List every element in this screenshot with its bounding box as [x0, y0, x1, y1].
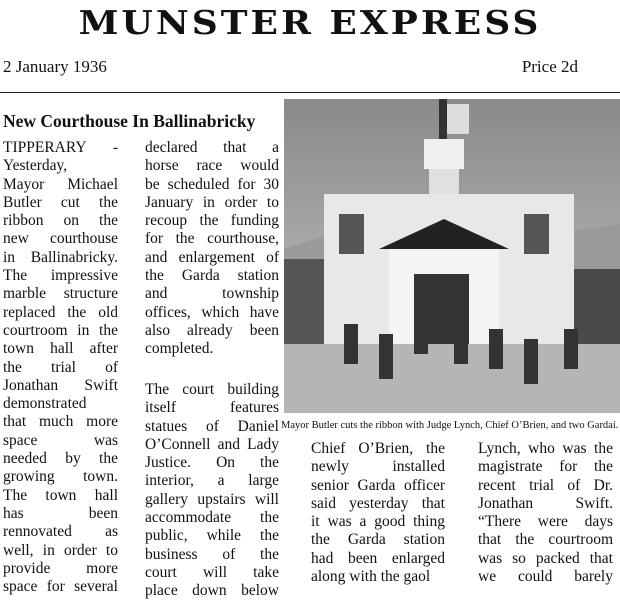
article-text-line: new courthouse — [3, 230, 118, 248]
masthead-title: MUNSTER EXPRESS — [78, 4, 542, 42]
photo-caption: Mayor Butler cuts the ribbon with Judge Lynch, Chief O’Brien, and two Gardaí. — [281, 420, 619, 431]
issue-price: Price 2d — [521, 57, 578, 76]
article-text-line: needed by the — [3, 450, 118, 468]
article-text-line: Jonathan Swift — [3, 376, 118, 394]
article-text-line: Yesterday, — [3, 157, 68, 175]
article-text-line: we could barely — [478, 568, 613, 586]
article-text-line: business of the — [145, 545, 279, 563]
article-text-line: marble structure — [3, 285, 118, 303]
article-text-line: for the courthouse, — [145, 230, 279, 248]
article-text-line: that the courtroom — [478, 531, 613, 549]
article-text-line: it was a good thing — [311, 513, 445, 531]
article-text-line: Chief O’Brien, the — [311, 440, 445, 457]
article-text-line: Mayor Michael — [3, 175, 118, 193]
article-text-line: declared that a — [145, 139, 279, 156]
article-text-line: growing town. — [3, 468, 118, 486]
article-text-line: The impressive — [3, 267, 118, 285]
article-text-line: replaced the old — [3, 303, 118, 321]
article-text-line: has been — [3, 504, 118, 522]
article-text-line: senior Garda officer — [311, 476, 445, 494]
article-text-line: place down below — [145, 582, 279, 600]
article-text-line: recent trial of Dr. — [478, 476, 613, 494]
article-text-line: Justice. On the — [145, 454, 279, 472]
article-text-line: along with the gaol — [311, 568, 431, 586]
article-text-line: accommodate the — [145, 509, 279, 527]
article-text-line: in Ballinabricky. — [3, 248, 118, 266]
article-text-line: rennovated as — [3, 523, 118, 541]
article-column-4 — [478, 440, 613, 586]
article-text-line: space for several — [3, 578, 118, 596]
article-text-line: The court building — [145, 381, 279, 398]
article-text-line: provide more — [3, 559, 118, 577]
courthouse-photo — [284, 99, 620, 413]
article-text-line: public, while the — [145, 527, 279, 545]
article-text-line: horse race would — [145, 157, 279, 175]
article-column-1 — [3, 139, 118, 596]
article-text-line: and enlargement of — [145, 248, 279, 266]
article-text-line: the Garda station — [311, 531, 445, 549]
article-text-line: Jonathan Swift. — [478, 494, 613, 512]
article-text-line: had been enlarged — [311, 549, 445, 567]
issue-date: 2 January 1936 — [3, 57, 107, 76]
article-text-line: the trial of — [3, 358, 118, 376]
article-text-line: completed. — [145, 340, 214, 358]
article-text-line: O’Connell and Lady — [145, 435, 279, 453]
article-headline: New Courthouse In Ballinabricky — [3, 111, 256, 131]
article-text-line: and township — [145, 285, 279, 303]
article-text-line: Lynch, who was the — [478, 440, 613, 457]
article-text-line: statues of Daniel — [145, 417, 279, 435]
article-text-line: gallery upstairs will — [145, 490, 279, 508]
article-text-line: town hall after — [3, 340, 118, 358]
article-text-line: the Garda station — [145, 267, 279, 285]
article-text-line: well, in order to — [3, 541, 118, 559]
article-text-line: also already been — [145, 321, 279, 339]
article-text-line: TIPPERARY - — [3, 139, 118, 156]
article-text-line: was so packed that — [478, 549, 613, 567]
article-column-2-paragraph-1 — [145, 139, 279, 359]
article-text-line: Butler cut the — [3, 193, 118, 211]
article-text-line: be scheduled for 30 — [145, 175, 279, 193]
article-text-line: offices, which have — [145, 303, 279, 321]
article-text-line: recoup the funding — [145, 212, 279, 230]
article-text-line: January in order to — [145, 193, 279, 211]
article-text-line: “There were days — [478, 513, 613, 531]
article-text-line: newly installed — [311, 458, 445, 476]
article-text-line: The town hall — [3, 486, 118, 504]
article-text-line: said yesterday that — [311, 494, 445, 512]
article-text-line: courtroom in the — [3, 321, 118, 339]
article-text-line: court will take — [145, 563, 279, 581]
article-text-line: space was — [3, 431, 118, 449]
article-text-line: magistrate for the — [478, 458, 613, 476]
article-text-line: interior, a large — [145, 472, 279, 490]
article-text-line: that much more — [3, 413, 118, 431]
article-text-line: demonstrated — [3, 395, 87, 413]
article-text-line: itself features — [145, 399, 279, 417]
header-divider — [0, 92, 620, 93]
article-column-3 — [311, 440, 445, 586]
article-column-2-paragraph-2 — [145, 381, 279, 601]
article-text-line: ribbon on the — [3, 212, 118, 230]
